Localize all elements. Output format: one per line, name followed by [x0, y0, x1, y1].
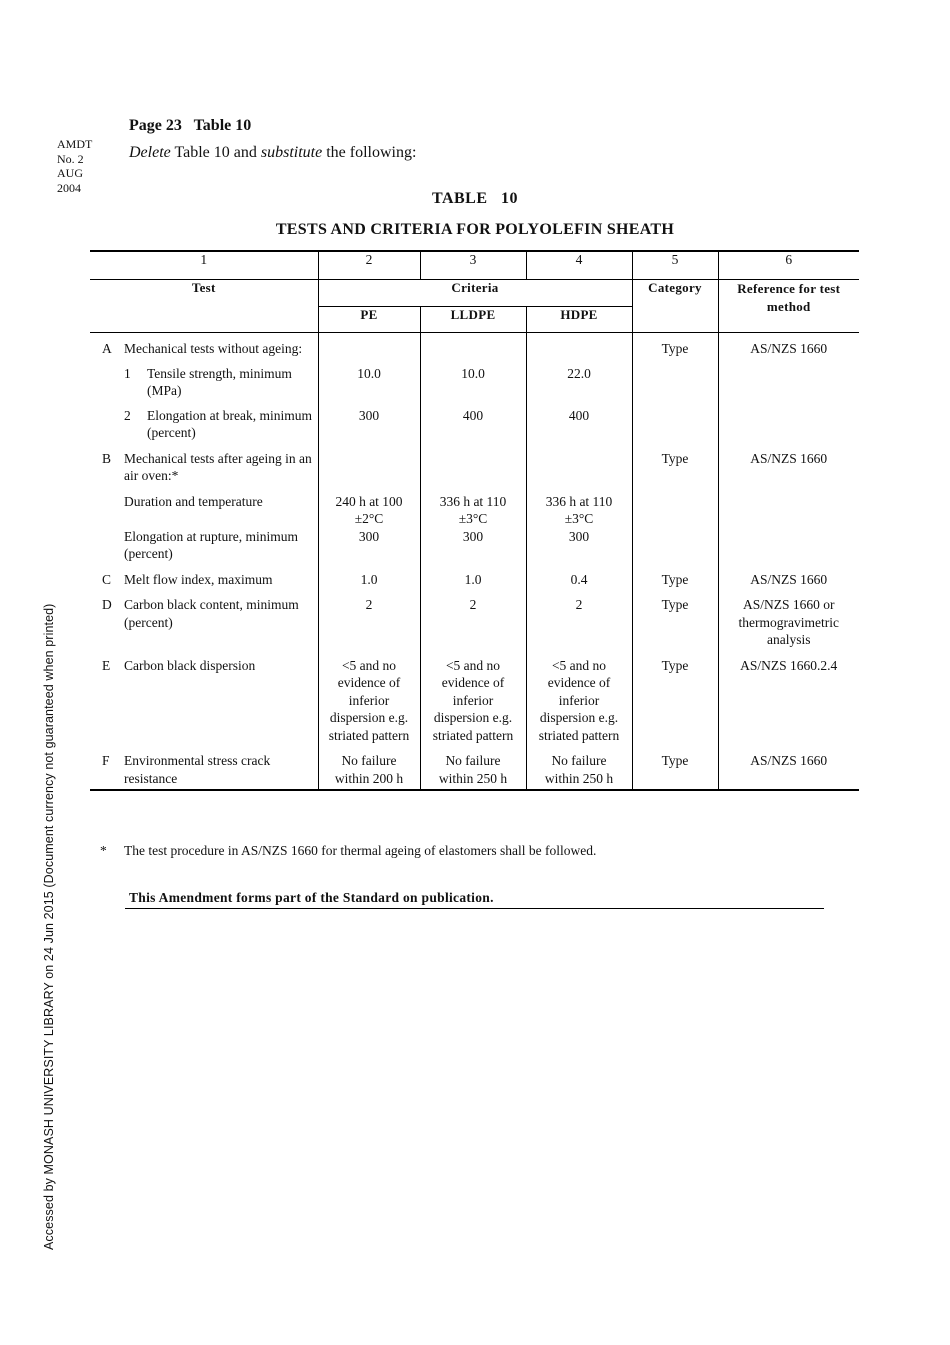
row-e-test: E Carbon black dispersion [102, 657, 256, 673]
table-row [90, 657, 859, 753]
header-pe: PE [318, 307, 420, 333]
row-a1-lldpe: 10.0 [420, 365, 526, 407]
row-c-category: Type [632, 571, 718, 597]
row-a1-test: 1 Tensile strength, minimum (MPa) [124, 365, 292, 398]
row-b-reference: AS/NZS 1660 [718, 450, 859, 493]
row-d-lldpe: 2 [420, 596, 526, 657]
header-reference: Reference for test method [718, 280, 859, 333]
header-criteria: Criteria [318, 280, 632, 307]
row-d-hdpe: 2 [526, 596, 632, 657]
amdt-month: AUG [57, 166, 83, 180]
row-c-hdpe: 0.4 [526, 571, 632, 597]
col-num-4: 4 [526, 251, 632, 280]
header-test: Test [90, 280, 318, 333]
table-footnote [100, 843, 596, 859]
row-b2-pe: 300 [318, 528, 420, 571]
row-f-hdpe: No failure within 250 h [526, 752, 632, 790]
col-num-1: 1 [90, 251, 318, 280]
row-a2-test: 2 Elongation at break, minimum (percent) [124, 407, 312, 440]
table-row [90, 333, 859, 365]
table-row [90, 596, 859, 657]
footnote-mark: * [100, 843, 107, 858]
header-category: Category [632, 280, 718, 333]
instruction-middle: Table 10 and [170, 144, 261, 161]
row-e-reference: AS/NZS 1660.2.4 [718, 657, 859, 753]
row-c-lldpe: 1.0 [420, 571, 526, 597]
row-e-lldpe: <5 and no evidence of inferior dispersion e.g. striated pattern [420, 657, 526, 753]
instruction-line [129, 144, 416, 162]
row-d-reference: AS/NZS 1660 or thermogravimetric analysis [718, 596, 859, 657]
table-row [90, 493, 859, 528]
amdt-label: AMDT [57, 137, 93, 151]
amendment-rule [125, 908, 824, 909]
row-f-category: Type [632, 752, 718, 790]
row-c-pe: 1.0 [318, 571, 420, 597]
column-number-row [90, 251, 859, 280]
header-hdpe: HDPE [526, 307, 632, 333]
row-b2-test: Elongation at rupture, minimum (percent) [124, 528, 298, 561]
table-row [90, 450, 859, 493]
row-d-category: Type [632, 596, 718, 657]
access-watermark: Accessed by MONASH UNIVERSITY LIBRARY on 24 Jun 2015 (Document currency not guaranteed when printed) [42, 603, 56, 1250]
row-a2-pe: 300 [318, 407, 420, 450]
header-lldpe: LLDPE [420, 307, 526, 333]
col-num-2: 2 [318, 251, 420, 280]
row-d-pe: 2 [318, 596, 420, 657]
row-b1-lldpe: 336 h at 110 ±3°C [420, 493, 526, 528]
row-b-test: B Mechanical tests after ageing in an air oven:* [102, 450, 312, 483]
substitute-word: substitute [260, 144, 323, 161]
col-num-3: 3 [420, 251, 526, 280]
row-f-lldpe: No failure within 250 h [420, 752, 526, 790]
row-e-category: Type [632, 657, 718, 753]
amendment-margin-mark [57, 137, 92, 195]
row-a1-hdpe: 22.0 [526, 365, 632, 407]
row-e-hdpe: <5 and no evidence of inferior dispersion e.g. striated pattern [526, 657, 632, 753]
row-f-reference: AS/NZS 1660 [718, 752, 859, 790]
amdt-year: 2004 [57, 180, 81, 195]
row-b-category: Type [632, 450, 718, 493]
table-row [90, 528, 859, 571]
row-a-test: A Mechanical tests without ageing: [102, 341, 303, 356]
amdt-number: No. 2 [57, 151, 84, 166]
criteria-table [90, 250, 859, 791]
page-heading: Page 23 Table 10 [129, 117, 252, 134]
table-title: TESTS AND CRITERIA FOR POLYOLEFIN SHEATH [275, 221, 675, 238]
col-num-6: 6 [718, 251, 859, 280]
row-c-test: C Melt flow index, maximum [102, 571, 273, 587]
col-num-5: 5 [632, 251, 718, 280]
amendment-statement: This Amendment forms part of the Standard on publication. [129, 890, 494, 905]
row-a1-pe: 10.0 [318, 365, 420, 407]
row-a-category: Type [632, 333, 718, 365]
row-b2-hdpe: 300 [526, 528, 632, 571]
row-b2-lldpe: 300 [420, 528, 526, 571]
footnote-text: The test procedure in AS/NZS 1660 for thermal ageing of elastomers shall be followed. [124, 843, 597, 858]
instruction-end: the following: [322, 144, 417, 161]
delete-word: Delete [129, 144, 171, 161]
row-c-reference: AS/NZS 1660 [718, 571, 859, 597]
row-f-test: F Environmental stress crack resistance [102, 753, 271, 786]
table-row [90, 407, 859, 450]
row-f-pe: No failure within 200 h [318, 752, 420, 790]
table-number: TABLE 10 [431, 190, 519, 207]
row-b1-test: Duration and temperature [124, 493, 263, 509]
row-a-reference: AS/NZS 1660 [718, 333, 859, 365]
row-a2-hdpe: 400 [526, 407, 632, 450]
row-a2-lldpe: 400 [420, 407, 526, 450]
row-e-pe: <5 and no evidence of inferior dispersion e.g. striated pattern [318, 657, 420, 753]
table-row [90, 752, 859, 790]
table-row [90, 365, 859, 407]
table-row [90, 571, 859, 597]
row-b1-hdpe: 336 h at 110 ±3°C [526, 493, 632, 528]
row-d-test: D Carbon black content, minimum (percent) [102, 597, 299, 630]
header-row-1 [90, 280, 859, 307]
row-b1-pe: 240 h at 100 ±2°C [318, 493, 420, 528]
